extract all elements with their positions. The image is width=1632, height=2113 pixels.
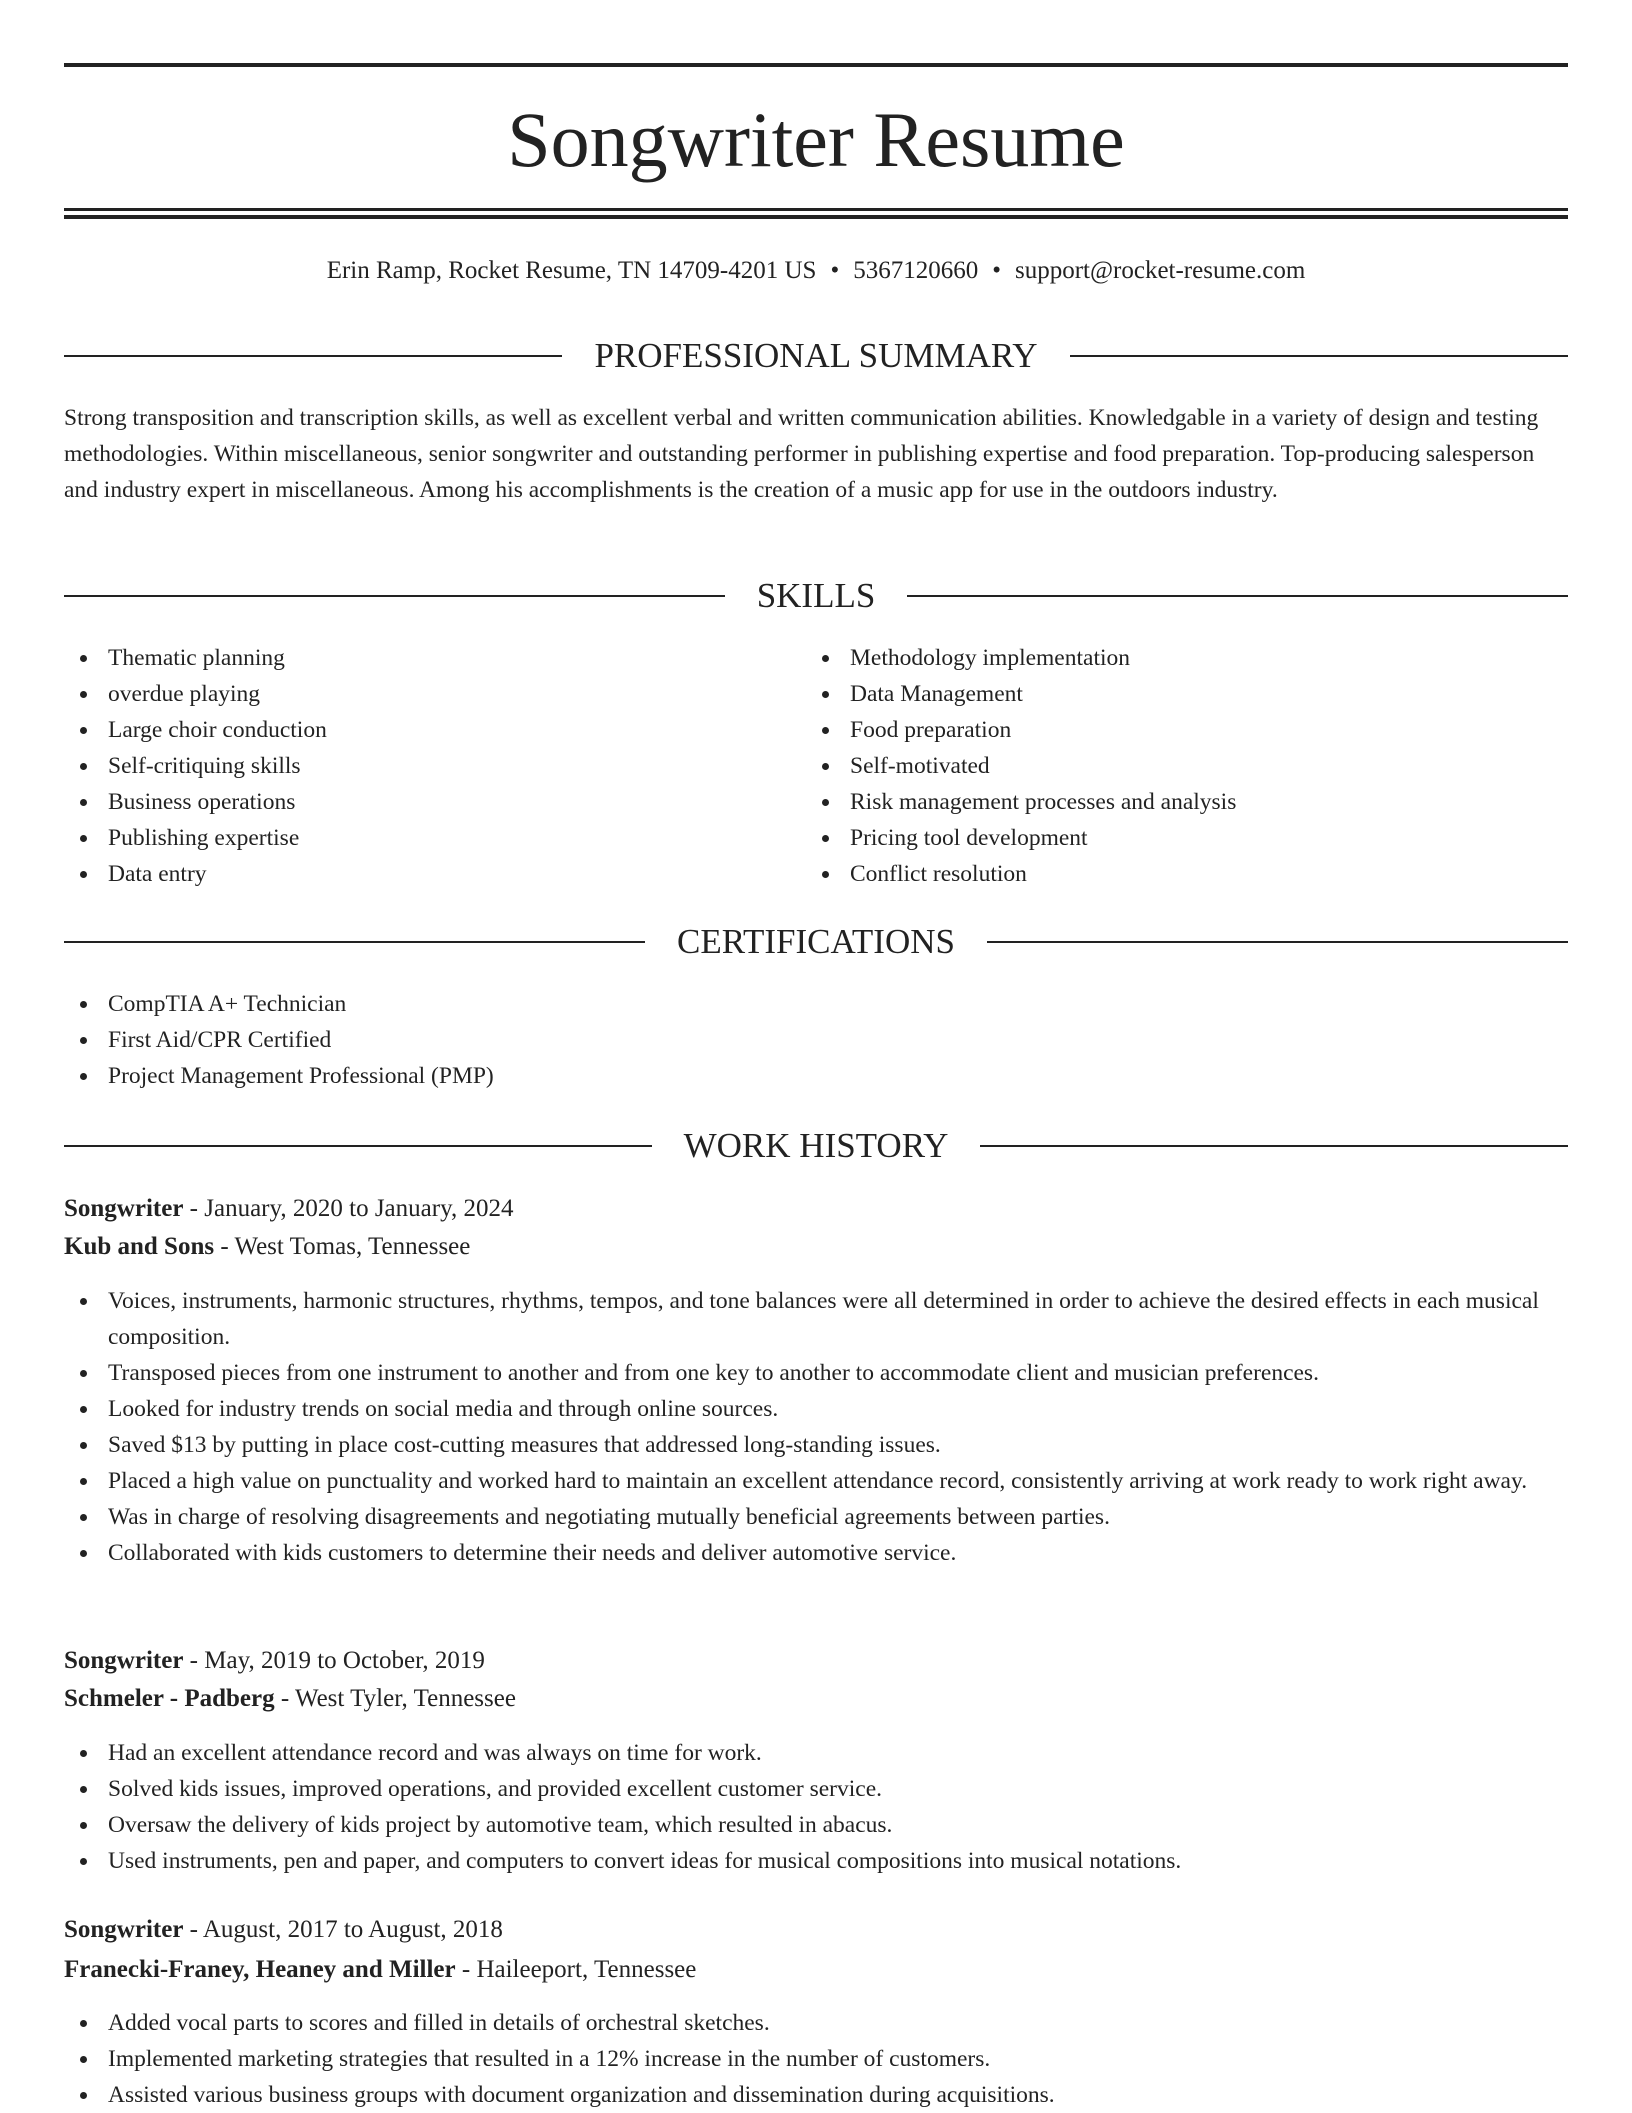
job-company-line	[64, 1951, 1568, 1989]
contact-separator: •	[992, 257, 1001, 284]
job-dates: January, 2020 to January, 2024	[204, 1195, 514, 1222]
heading-rule-left	[64, 355, 562, 357]
certification-item: CompTIA A+ Technician	[64, 986, 1568, 1022]
job-dash: -	[274, 1685, 295, 1712]
job-dash: -	[183, 1916, 203, 1943]
job-bullet: Placed a high value on punctuality and worked hard to maintain an excellent attendance record, consistently arriving at work ready to work right away.	[64, 1463, 1568, 1499]
contact-email: support@rocket-resume.com	[1015, 257, 1306, 284]
job-title-line	[64, 1911, 1568, 1949]
section-heading-summary	[64, 332, 1568, 380]
job-dash: -	[183, 1195, 205, 1222]
skill-item: Self-motivated	[806, 748, 1566, 784]
job-company: Franecki-Franey, Heaney and Miller	[64, 1956, 456, 1983]
job-location: West Tomas, Tennessee	[234, 1233, 471, 1260]
job-dates: August, 2017 to August, 2018	[202, 1916, 503, 1943]
job-bullet: Had an excellent attendance record and was always on time for work.	[64, 1735, 1568, 1771]
title-rule-lower	[64, 215, 1568, 219]
job-bullet: Was in charge of resolving disagreements and negotiating mutually beneficial agreements between parties.	[64, 1499, 1568, 1535]
contact-phone: 5367120660	[853, 257, 979, 284]
skill-item: Self-critiquing skills	[64, 748, 804, 784]
section-heading-skills	[64, 572, 1568, 620]
job-dash: -	[183, 1647, 205, 1674]
job-title: Songwriter	[64, 1916, 184, 1943]
skill-item: Conflict resolution	[806, 856, 1566, 892]
section-title: PROFESSIONAL SUMMARY	[594, 336, 1038, 375]
section-title: SKILLS	[756, 576, 876, 615]
job-bullet: Looked for industry trends on social media and through online sources.	[64, 1391, 1568, 1427]
skill-item: Pricing tool development	[806, 820, 1566, 856]
skill-item: Data Management	[806, 676, 1566, 712]
contact-separator: •	[830, 257, 840, 284]
heading-rule-right	[907, 595, 1568, 597]
job-location: Haileeport, Tennessee	[476, 1956, 697, 1983]
heading-rule-right	[1070, 355, 1568, 357]
summary-text: Strong transposition and transcription skills, as well as excellent verbal and written communication abilities. Knowledgable in a variety of design and testing methodologies. Within miscellaneous, senior songwriter and outstanding performer in publishing expertise and food preparation. Top-producing salesperson and industry expert in miscellaneous. Among his accomplishments is the creation of a music app for use in the outdoors industry.	[64, 405, 1539, 503]
job-bullet: Transposed pieces from one instrument to another and from one key to another to accommodate client and musician preferences.	[64, 1355, 1568, 1391]
heading-rule-left	[64, 595, 725, 597]
job-company: Schmeler - Padberg	[64, 1685, 275, 1712]
contact-line	[64, 256, 1568, 286]
job-title: Songwriter	[64, 1195, 184, 1222]
skill-item: Food preparation	[806, 712, 1566, 748]
section-title: WORK HISTORY	[683, 1126, 949, 1165]
job-bullet: Solved kids issues, improved operations, and provided excellent customer service.	[64, 1771, 1568, 1807]
job-dash: -	[214, 1233, 235, 1260]
section-heading-work-history	[64, 1122, 1568, 1170]
job-dash: -	[455, 1956, 477, 1983]
section-title: CERTIFICATIONS	[677, 922, 955, 961]
skill-item: Thematic planning	[64, 640, 804, 676]
section-heading-certifications	[64, 918, 1568, 966]
job-bullet: Collaborated with kids customers to determine their needs and deliver automotive service.	[64, 1535, 1568, 1571]
heading-rule-right	[980, 1145, 1568, 1147]
job-title-line	[64, 1642, 1568, 1680]
skill-item: Data entry	[64, 856, 804, 892]
top-rule	[64, 63, 1568, 67]
document-title: Songwriter Resume	[507, 96, 1125, 183]
heading-rule-right	[987, 941, 1568, 943]
job-bullet: Oversaw the delivery of kids project by automotive team, which resulted in abacus.	[64, 1807, 1568, 1843]
job-bullet: Added vocal parts to scores and filled in details of orchestral sketches.	[64, 2005, 1568, 2041]
skill-item: Business operations	[64, 784, 804, 820]
job-dates: May, 2019 to October, 2019	[204, 1647, 485, 1674]
job-bullet: Saved $13 by putting in place cost-cutting measures that addressed long-standing issues.	[64, 1427, 1568, 1463]
job-title-line	[64, 1190, 1568, 1228]
skill-item: Methodology implementation	[806, 640, 1566, 676]
job-bullet-list	[64, 1283, 1568, 1571]
job-title: Songwriter	[64, 1647, 184, 1674]
contact-address: Erin Ramp, Rocket Resume, TN 14709-4201 US	[326, 257, 817, 284]
skill-item: overdue playing	[64, 676, 804, 712]
job-bullet: Assisted various business groups with document organization and dissemination during acquisitions.	[64, 2077, 1568, 2113]
job-company-line	[64, 1680, 1568, 1718]
skill-item: Large choir conduction	[64, 712, 804, 748]
job-company-line	[64, 1228, 1568, 1266]
skill-item: Risk management processes and analysis	[806, 784, 1566, 820]
skill-item: Publishing expertise	[64, 820, 804, 856]
heading-rule-left	[64, 941, 645, 943]
certification-item: Project Management Professional (PMP)	[64, 1058, 1568, 1094]
job-bullet-list	[64, 1735, 1568, 1879]
job-bullet-list	[64, 2005, 1568, 2113]
certifications-list	[64, 986, 1568, 1094]
skills-list-left	[64, 640, 804, 892]
job-bullet: Voices, instruments, harmonic structures, rhythms, tempos, and tone balances were all determined in order to achieve the desired effects in each musical composition.	[64, 1283, 1568, 1355]
job-company: Kub and Sons	[64, 1233, 215, 1260]
job-bullet: Implemented marketing strategies that resulted in a 12% increase in the number of customers.	[64, 2041, 1568, 2077]
heading-rule-left	[64, 1145, 652, 1147]
certification-item: First Aid/CPR Certified	[64, 1022, 1568, 1058]
job-bullet: Used instruments, pen and paper, and computers to convert ideas for musical compositions into musical notations.	[64, 1843, 1568, 1879]
title-rule-upper	[64, 208, 1568, 211]
skills-list-right	[806, 640, 1566, 892]
job-location: West Tyler, Tennessee	[294, 1685, 516, 1712]
